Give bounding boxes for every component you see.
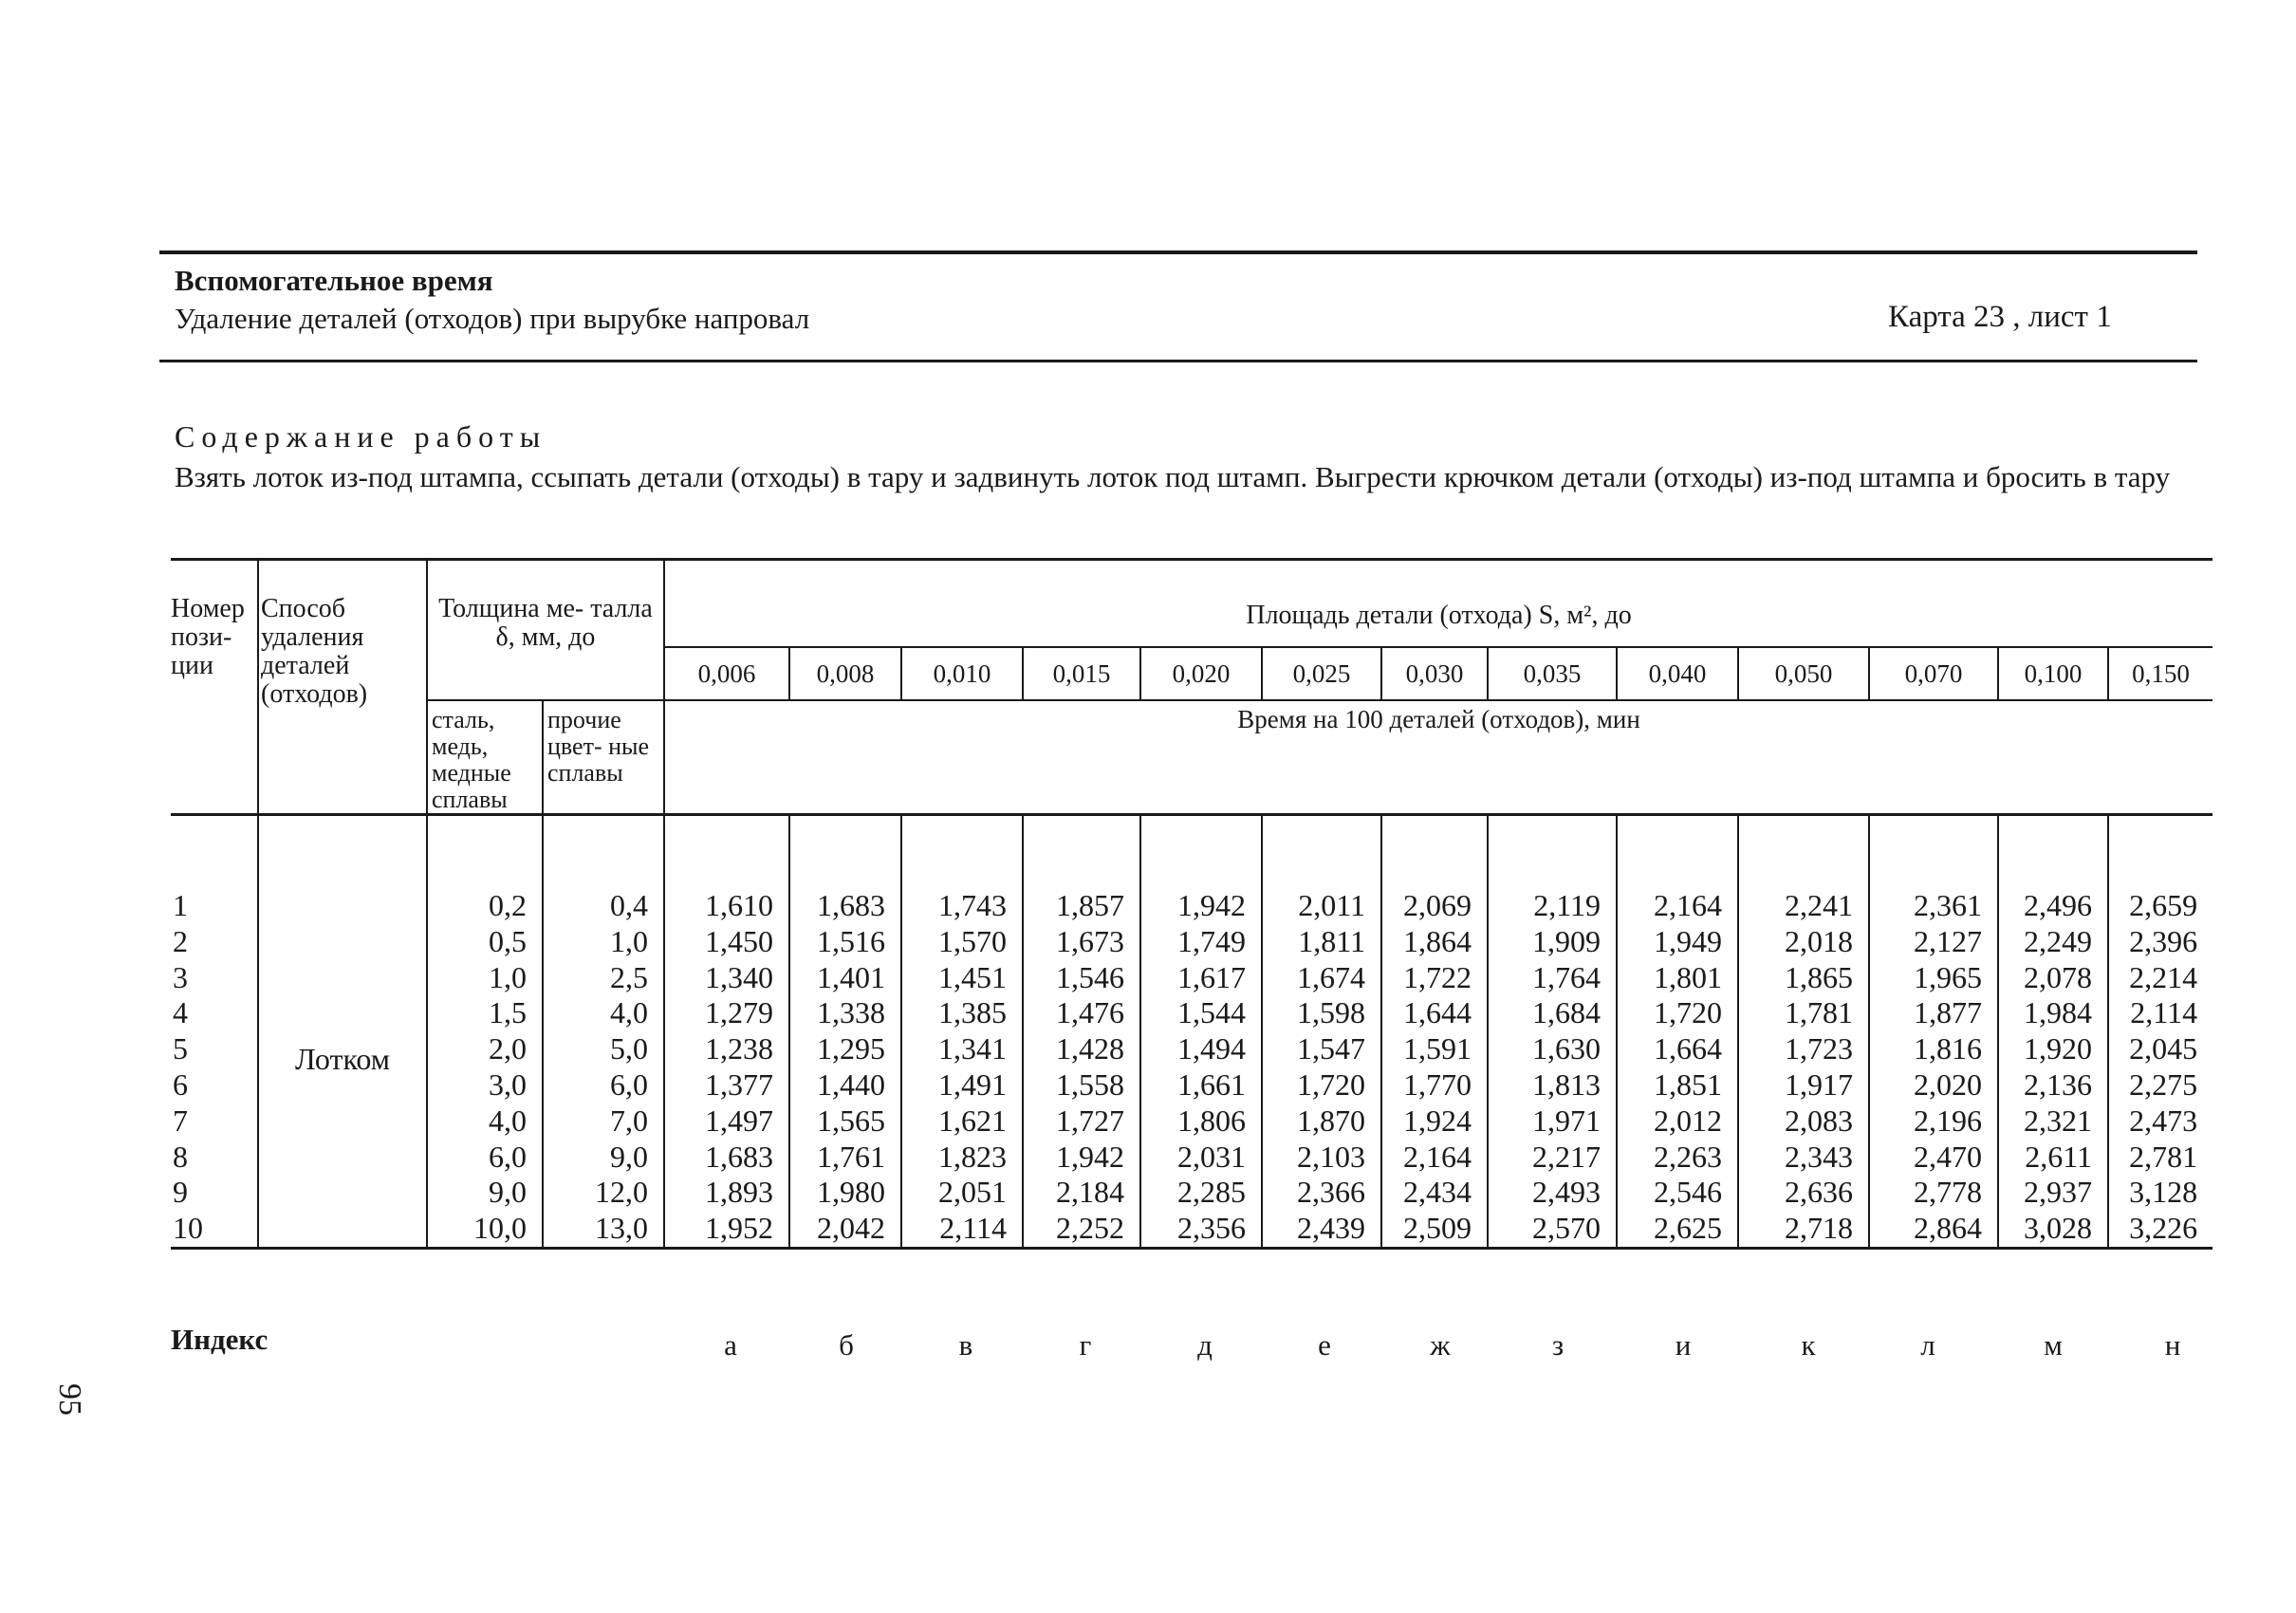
time-value: 2,136 bbox=[2024, 1066, 2092, 1102]
time-column bbox=[901, 815, 1023, 1249]
time-value: 2,659 bbox=[2129, 888, 2198, 922]
time-value: 1,546 bbox=[1056, 959, 1124, 994]
time-value: 1,621 bbox=[938, 1103, 1007, 1138]
data-body-row bbox=[171, 815, 2213, 1249]
time-value: 2,051 bbox=[938, 1175, 1007, 1210]
time-value: 2,164 bbox=[1403, 1139, 1472, 1174]
time-value: 2,119 bbox=[1533, 888, 1601, 922]
work-content-title: Содержание работы bbox=[175, 419, 547, 454]
time-value: 2,321 bbox=[2024, 1103, 2092, 1138]
area-value: 0,070 bbox=[1869, 647, 1998, 700]
index-letter: е bbox=[1318, 1328, 1331, 1362]
time-value: 1,864 bbox=[1403, 923, 1472, 958]
norms-table bbox=[171, 558, 2213, 1250]
time-value: 2,275 bbox=[2129, 1066, 2198, 1102]
time-value: 1,722 bbox=[1403, 959, 1472, 994]
thickness-value: 4,0 bbox=[610, 995, 648, 1030]
thickness-value: 13,0 bbox=[595, 1211, 648, 1246]
area-value: 0,015 bbox=[1023, 647, 1140, 700]
time-value: 2,103 bbox=[1297, 1139, 1365, 1174]
time-value: 1,720 bbox=[1654, 995, 1722, 1030]
time-value: 2,012 bbox=[1654, 1103, 1722, 1138]
time-value: 2,493 bbox=[1532, 1175, 1601, 1210]
time-value: 1,917 bbox=[1785, 1066, 1853, 1102]
thickness-value: 0,2 bbox=[489, 888, 527, 922]
time-value: 1,920 bbox=[2024, 1031, 2092, 1066]
time-value: 1,870 bbox=[1297, 1103, 1365, 1138]
thickness-value: 9,0 bbox=[489, 1175, 527, 1210]
time-value: 1,806 bbox=[1177, 1103, 1246, 1138]
time-value: 1,761 bbox=[817, 1139, 885, 1174]
header-bottom-rule bbox=[159, 360, 2197, 362]
time-value: 2,509 bbox=[1403, 1211, 1472, 1246]
index-letter: л bbox=[1920, 1328, 1935, 1362]
other-alloys-column-header: прочие цвет- ные сплавы bbox=[547, 706, 650, 787]
index-letter: в bbox=[958, 1328, 973, 1362]
index-letter: м bbox=[2044, 1328, 2063, 1362]
area-value: 0,035 bbox=[1488, 647, 1617, 700]
time-value: 2,217 bbox=[1532, 1139, 1601, 1174]
thickness-value: 1,5 bbox=[489, 995, 527, 1030]
index-letter: з bbox=[1551, 1328, 1565, 1362]
thickness-value: 6,0 bbox=[489, 1139, 527, 1174]
time-value: 2,546 bbox=[1654, 1175, 1722, 1210]
time-value: 1,942 bbox=[1177, 888, 1246, 922]
thickness-value: 5,0 bbox=[610, 1031, 648, 1066]
time-value: 1,440 bbox=[817, 1066, 885, 1102]
time-value: 1,617 bbox=[1177, 959, 1246, 994]
time-value: 1,727 bbox=[1056, 1103, 1124, 1138]
time-value: 2,184 bbox=[1056, 1175, 1124, 1210]
time-value: 1,673 bbox=[1056, 923, 1124, 958]
time-value: 1,491 bbox=[938, 1066, 1007, 1102]
thickness-value: 0,4 bbox=[610, 888, 648, 922]
time-value: 2,361 bbox=[1914, 888, 1982, 922]
header-top-rule bbox=[159, 250, 2197, 254]
time-value: 2,434 bbox=[1403, 1175, 1472, 1210]
time-value: 1,909 bbox=[1532, 923, 1601, 958]
area-value: 0,025 bbox=[1262, 647, 1381, 700]
thickness-value: 2,0 bbox=[489, 1031, 527, 1066]
position-number: 2 bbox=[173, 923, 188, 958]
index-letter: н bbox=[2164, 1328, 2181, 1362]
time-column bbox=[1140, 815, 1262, 1249]
index-letter: г bbox=[1079, 1328, 1092, 1362]
time-column bbox=[1023, 815, 1140, 1249]
time-value: 1,770 bbox=[1403, 1066, 1472, 1102]
thickness-value: 1,0 bbox=[610, 923, 648, 958]
method-column-header: Способ удаления деталей (отходов) bbox=[261, 594, 368, 709]
card-reference: Карта 23 , лист 1 bbox=[1888, 300, 2112, 334]
time-value: 1,279 bbox=[705, 995, 773, 1030]
index-label: Индекс bbox=[171, 1323, 268, 1356]
time-value: 2,473 bbox=[2129, 1103, 2198, 1138]
time-value: 2,045 bbox=[2129, 1031, 2198, 1066]
header-subtitle: Удаление деталей (отходов) при вырубке напровал bbox=[175, 302, 810, 335]
time-value: 1,781 bbox=[1785, 995, 1853, 1030]
time-column bbox=[1869, 815, 1998, 1249]
time-value: 2,285 bbox=[1177, 1175, 1246, 1210]
area-value: 0,150 bbox=[2108, 647, 2213, 700]
time-value: 2,439 bbox=[1297, 1211, 1365, 1246]
time-value: 2,396 bbox=[2129, 923, 2198, 958]
time-value: 2,196 bbox=[1914, 1103, 1982, 1138]
time-value: 2,018 bbox=[1785, 923, 1853, 958]
time-value: 3,028 bbox=[2024, 1211, 2092, 1246]
time-value: 2,114 bbox=[939, 1211, 1007, 1246]
time-value: 1,816 bbox=[1914, 1031, 1982, 1066]
time-value: 2,470 bbox=[1914, 1139, 1982, 1174]
time-value: 2,570 bbox=[1532, 1211, 1601, 1246]
time-value: 3,128 bbox=[2129, 1175, 2198, 1210]
time-value: 2,611 bbox=[2025, 1139, 2092, 1174]
thickness-value: 10,0 bbox=[473, 1211, 527, 1246]
time-column bbox=[664, 815, 789, 1249]
time-value: 1,644 bbox=[1403, 995, 1472, 1030]
index-row bbox=[171, 1323, 2194, 1370]
steel-thickness-column bbox=[427, 815, 543, 1249]
time-value: 2,031 bbox=[1177, 1139, 1246, 1174]
time-value: 2,356 bbox=[1177, 1211, 1246, 1246]
time-value: 1,401 bbox=[817, 959, 885, 994]
time-value: 1,971 bbox=[1532, 1103, 1601, 1138]
time-value: 1,723 bbox=[1785, 1031, 1853, 1066]
area-value: 0,040 bbox=[1617, 647, 1738, 700]
time-value: 1,238 bbox=[705, 1031, 773, 1066]
time-column bbox=[2108, 815, 2213, 1249]
time-value: 1,743 bbox=[938, 888, 1007, 922]
time-value: 1,813 bbox=[1532, 1066, 1601, 1102]
time-column bbox=[1488, 815, 1617, 1249]
steel-column-header: сталь, медь, медные сплавы bbox=[432, 706, 511, 813]
time-value: 1,591 bbox=[1403, 1031, 1472, 1066]
time-value: 1,683 bbox=[705, 1139, 773, 1174]
time-column bbox=[1381, 815, 1488, 1249]
area-value: 0,050 bbox=[1738, 647, 1869, 700]
time-value: 2,778 bbox=[1914, 1175, 1982, 1210]
time-value: 1,476 bbox=[1056, 995, 1124, 1030]
time-value: 1,720 bbox=[1297, 1066, 1365, 1102]
time-value: 2,020 bbox=[1914, 1066, 1982, 1102]
time-value: 1,952 bbox=[705, 1211, 773, 1246]
time-value: 1,630 bbox=[1532, 1031, 1601, 1066]
time-value: 1,377 bbox=[705, 1066, 773, 1102]
time-value: 2,781 bbox=[2129, 1139, 2198, 1174]
time-value: 3,226 bbox=[2129, 1211, 2198, 1246]
time-value: 1,683 bbox=[817, 888, 885, 922]
time-value: 1,428 bbox=[1056, 1031, 1124, 1066]
time-value: 1,598 bbox=[1297, 995, 1365, 1030]
time-value: 1,338 bbox=[817, 995, 885, 1030]
position-number: 10 bbox=[173, 1211, 203, 1246]
page-number: 95 bbox=[52, 1383, 87, 1416]
time-value: 1,801 bbox=[1654, 959, 1722, 994]
thickness-column-header: Толщина ме- талла δ, мм, до bbox=[438, 594, 653, 652]
position-number: 9 bbox=[173, 1175, 188, 1210]
time-value: 1,494 bbox=[1177, 1031, 1246, 1066]
thickness-value: 3,0 bbox=[489, 1066, 527, 1102]
thickness-value: 0,5 bbox=[489, 923, 527, 958]
time-value: 2,252 bbox=[1056, 1211, 1124, 1246]
time-value: 1,984 bbox=[2024, 995, 2092, 1030]
time-value: 2,042 bbox=[817, 1211, 885, 1246]
time-value: 1,295 bbox=[817, 1031, 885, 1066]
time-value: 1,610 bbox=[705, 888, 773, 922]
other-thickness-column bbox=[543, 815, 664, 1249]
time-value: 1,893 bbox=[705, 1175, 773, 1210]
area-header: Площадь детали (отхода) S, м², до bbox=[664, 560, 2213, 648]
time-value: 1,570 bbox=[938, 923, 1007, 958]
time-value: 2,343 bbox=[1785, 1139, 1853, 1174]
time-value: 2,937 bbox=[2024, 1175, 2092, 1210]
thickness-value: 12,0 bbox=[595, 1175, 648, 1210]
time-value: 1,949 bbox=[1654, 923, 1722, 958]
time-value: 1,340 bbox=[705, 959, 773, 994]
time-value: 2,078 bbox=[2024, 959, 2092, 994]
time-column bbox=[1738, 815, 1869, 1249]
index-letter: д bbox=[1197, 1328, 1213, 1362]
time-value: 2,263 bbox=[1654, 1139, 1722, 1174]
time-value: 1,749 bbox=[1177, 923, 1246, 958]
area-value: 0,010 bbox=[901, 647, 1023, 700]
time-value: 1,385 bbox=[938, 995, 1007, 1030]
position-number: 5 bbox=[173, 1031, 188, 1066]
thickness-value: 6,0 bbox=[610, 1066, 648, 1102]
time-value: 1,558 bbox=[1056, 1066, 1124, 1102]
index-letter: к bbox=[1801, 1328, 1816, 1362]
time-value: 1,497 bbox=[705, 1103, 773, 1138]
time-value: 2,127 bbox=[1914, 923, 1982, 958]
thickness-value: 2,5 bbox=[610, 959, 648, 994]
time-value: 2,069 bbox=[1403, 888, 1472, 922]
area-value: 0,006 bbox=[664, 647, 789, 700]
position-number: 4 bbox=[173, 995, 188, 1030]
area-value: 0,008 bbox=[789, 647, 901, 700]
time-value: 1,547 bbox=[1297, 1031, 1365, 1066]
area-value: 0,020 bbox=[1140, 647, 1262, 700]
index-letter: и bbox=[1675, 1328, 1692, 1362]
time-value: 1,851 bbox=[1654, 1066, 1722, 1102]
time-value: 2,241 bbox=[1785, 888, 1853, 922]
time-value: 1,980 bbox=[817, 1175, 885, 1210]
time-value: 2,114 bbox=[2130, 995, 2198, 1030]
time-value: 1,965 bbox=[1914, 959, 1982, 994]
position-column-header: Номер пози- ции bbox=[171, 594, 245, 680]
time-value: 2,636 bbox=[1785, 1175, 1853, 1210]
time-value: 1,764 bbox=[1532, 959, 1601, 994]
index-letter: ж bbox=[1430, 1328, 1451, 1362]
time-value: 1,942 bbox=[1056, 1139, 1124, 1174]
time-value: 2,011 bbox=[1298, 888, 1365, 922]
thickness-value: 4,0 bbox=[489, 1103, 527, 1138]
method-value: Лотком bbox=[258, 815, 427, 1249]
thickness-value: 9,0 bbox=[610, 1139, 648, 1174]
time-value: 1,857 bbox=[1056, 888, 1124, 922]
position-number: 8 bbox=[173, 1139, 188, 1174]
time-value: 2,366 bbox=[1297, 1175, 1365, 1210]
index-letter: а bbox=[724, 1328, 737, 1362]
time-value: 2,083 bbox=[1785, 1103, 1853, 1138]
index-letter: б bbox=[839, 1328, 854, 1362]
time-column bbox=[1262, 815, 1381, 1249]
time-value: 1,877 bbox=[1914, 995, 1982, 1030]
area-value: 0,030 bbox=[1381, 647, 1488, 700]
time-value: 2,164 bbox=[1654, 888, 1722, 922]
thickness-value: 7,0 bbox=[610, 1103, 648, 1138]
time-column bbox=[1617, 815, 1738, 1249]
positions-column bbox=[171, 815, 258, 1249]
time-value: 1,811 bbox=[1298, 923, 1365, 958]
time-value: 1,341 bbox=[938, 1031, 1007, 1066]
time-value: 2,496 bbox=[2024, 888, 2092, 922]
time-value: 1,661 bbox=[1177, 1066, 1246, 1102]
time-value: 1,823 bbox=[938, 1139, 1007, 1174]
time-value: 1,664 bbox=[1654, 1031, 1722, 1066]
time-value: 1,516 bbox=[817, 923, 885, 958]
time-value: 1,450 bbox=[705, 923, 773, 958]
thickness-value: 1,0 bbox=[489, 959, 527, 994]
time-value: 2,625 bbox=[1654, 1211, 1722, 1246]
time-value: 1,924 bbox=[1403, 1103, 1472, 1138]
time-value: 2,718 bbox=[1785, 1211, 1853, 1246]
header-title: Вспомогательное время bbox=[175, 264, 493, 297]
time-value: 1,865 bbox=[1785, 959, 1853, 994]
time-value: 2,864 bbox=[1914, 1211, 1982, 1246]
position-number: 6 bbox=[173, 1066, 188, 1102]
time-column bbox=[789, 815, 901, 1249]
time-value: 1,684 bbox=[1532, 995, 1601, 1030]
time-value: 2,214 bbox=[2129, 959, 2198, 994]
position-number: 3 bbox=[173, 959, 188, 994]
time-value: 1,674 bbox=[1297, 959, 1365, 994]
time-value: 1,544 bbox=[1177, 995, 1246, 1030]
work-content-text: Взять лоток из-под штампа, ссыпать детали (отходы) в тару и задвинуть лоток под штамп. Выгрести крючком детали (отходы) из-под штампа и бросить в тару bbox=[175, 460, 2171, 493]
area-value: 0,100 bbox=[1998, 647, 2108, 700]
time-value: 2,249 bbox=[2024, 923, 2092, 958]
time-header: Время на 100 деталей (отходов), мин bbox=[664, 700, 2213, 815]
time-column bbox=[1998, 815, 2108, 1249]
position-number: 1 bbox=[173, 888, 188, 922]
position-number: 7 bbox=[173, 1103, 188, 1138]
time-value: 1,451 bbox=[938, 959, 1007, 994]
time-value: 1,565 bbox=[817, 1103, 885, 1138]
